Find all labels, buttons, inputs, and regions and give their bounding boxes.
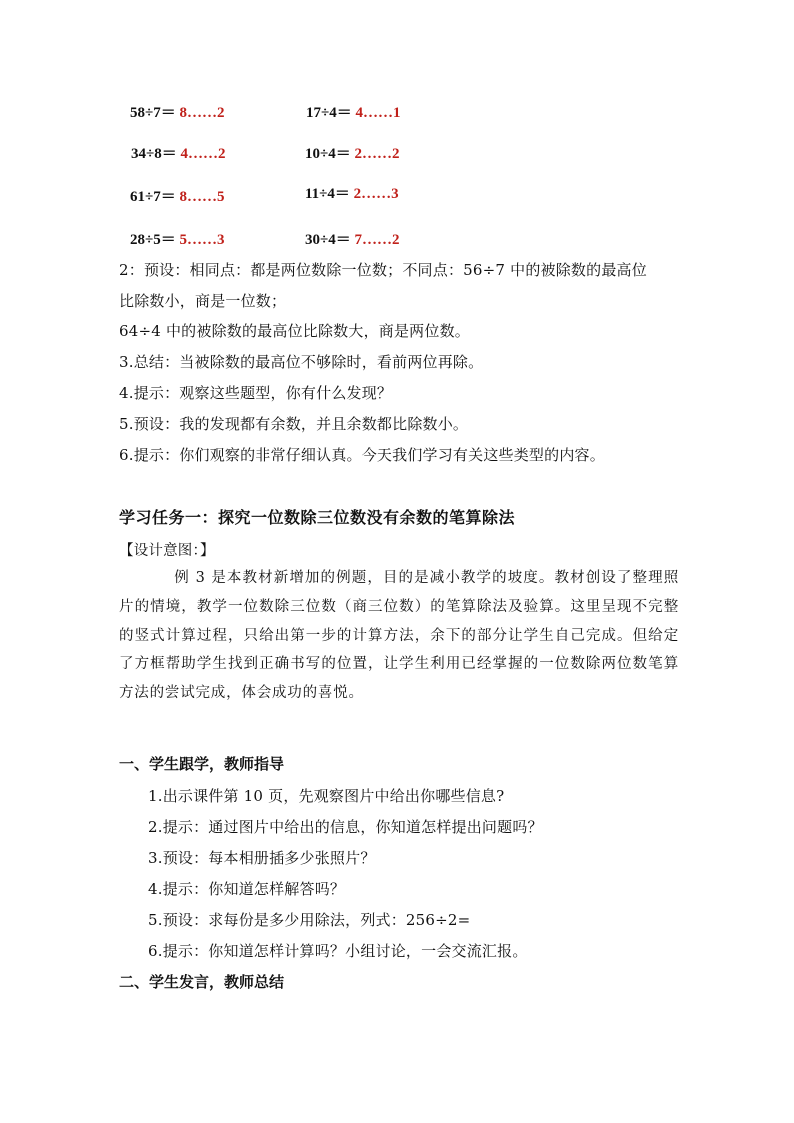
equation-6 [305, 182, 399, 203]
equation-answer: 8……2 [179, 105, 225, 121]
equation-4 [305, 142, 399, 163]
section-one-heading: 一、学生跟学，教师指导 [119, 755, 285, 773]
task-heading: 学习任务一：探究一位数除三位数没有余数的笔算除法 [119, 508, 516, 527]
design-label: 【设计意图：】 [119, 543, 215, 559]
equation-answer: 4……2 [180, 146, 226, 162]
body-line: 3.总结：当被除数的最高位不够除时，看前两位再除。 [119, 353, 484, 371]
step-item: 3.预设：每本相册插多少张照片？ [148, 849, 376, 867]
equation-1 [130, 101, 224, 122]
design-paragraph-text: 例 3 是本教材新增加的例题，目的是减小教学的坡度。教材创设了整理照片的情境，教学一位数除三位数（商三位数）的笔算除法及验算。这里呈现不完整的竖式计算过程，只给出第一步的计算方法，余下的部分让学生自己完成。但给定了方框帮助学生找到正确书写的位置，让学生利用已经掌握的一位数除两位数笔算方法的尝试完成，体会成功的喜悦。 [119, 570, 679, 702]
body-line: 6.提示：你们观察的非常仔细认真。今天我们学习有关这些类型的内容。 [119, 446, 605, 464]
equation-expr: 17÷4＝ [306, 105, 352, 121]
equation-expr: 34÷8＝ [131, 146, 177, 162]
step-item: 5.预设：求每份是多少用除法，列式：256÷2= [148, 911, 471, 929]
equation-answer: 7……2 [354, 232, 400, 248]
equation-expr: 28÷5＝ [130, 232, 176, 248]
equation-expr: 30÷4＝ [305, 232, 351, 248]
section-two-heading: 二、学生发言，教师总结 [119, 973, 285, 991]
equation-expr: 11÷4＝ [305, 186, 350, 202]
equation-7 [130, 228, 224, 249]
body-line: 5.预设：我的发现都有余数，并且余数都比除数小。 [119, 415, 469, 433]
equation-answer: 2……3 [353, 186, 399, 202]
equation-5 [130, 185, 224, 206]
step-item: 2.提示：通过图片中给出的信息，你知道怎样提出问题吗？ [148, 818, 543, 836]
body-line: 比除数小，商是一位数； [119, 292, 287, 310]
equation-answer: 5……3 [179, 232, 225, 248]
design-paragraph [119, 564, 679, 708]
body-line: 2：预设：相同点：都是两位数除一位数；不同点：56÷7 中的被除数的最高位 [119, 261, 647, 279]
body-line: 64÷4 中的被除数的最高位比除数大，商是两位数。 [119, 322, 470, 340]
step-item: 6.提示：你知道怎样计算吗？小组讨论，一会交流汇报。 [148, 942, 528, 960]
equation-expr: 10÷4＝ [305, 146, 351, 162]
equation-answer: 2……2 [354, 146, 400, 162]
equation-answer: 4……1 [355, 105, 401, 121]
step-item: 4.提示：你知道怎样解答吗？ [148, 880, 346, 898]
equation-expr: 61÷7＝ [130, 189, 176, 205]
equation-2 [306, 101, 400, 122]
equation-answer: 8……5 [179, 189, 225, 205]
equation-3 [131, 142, 225, 163]
equation-expr: 58÷7＝ [130, 105, 176, 121]
body-line: 4.提示：观察这些题型，你有什么发现？ [119, 384, 393, 402]
equation-8 [305, 228, 399, 249]
step-item: 1.出示课件第 10 页，先观察图片中给出你哪些信息? [148, 787, 505, 805]
